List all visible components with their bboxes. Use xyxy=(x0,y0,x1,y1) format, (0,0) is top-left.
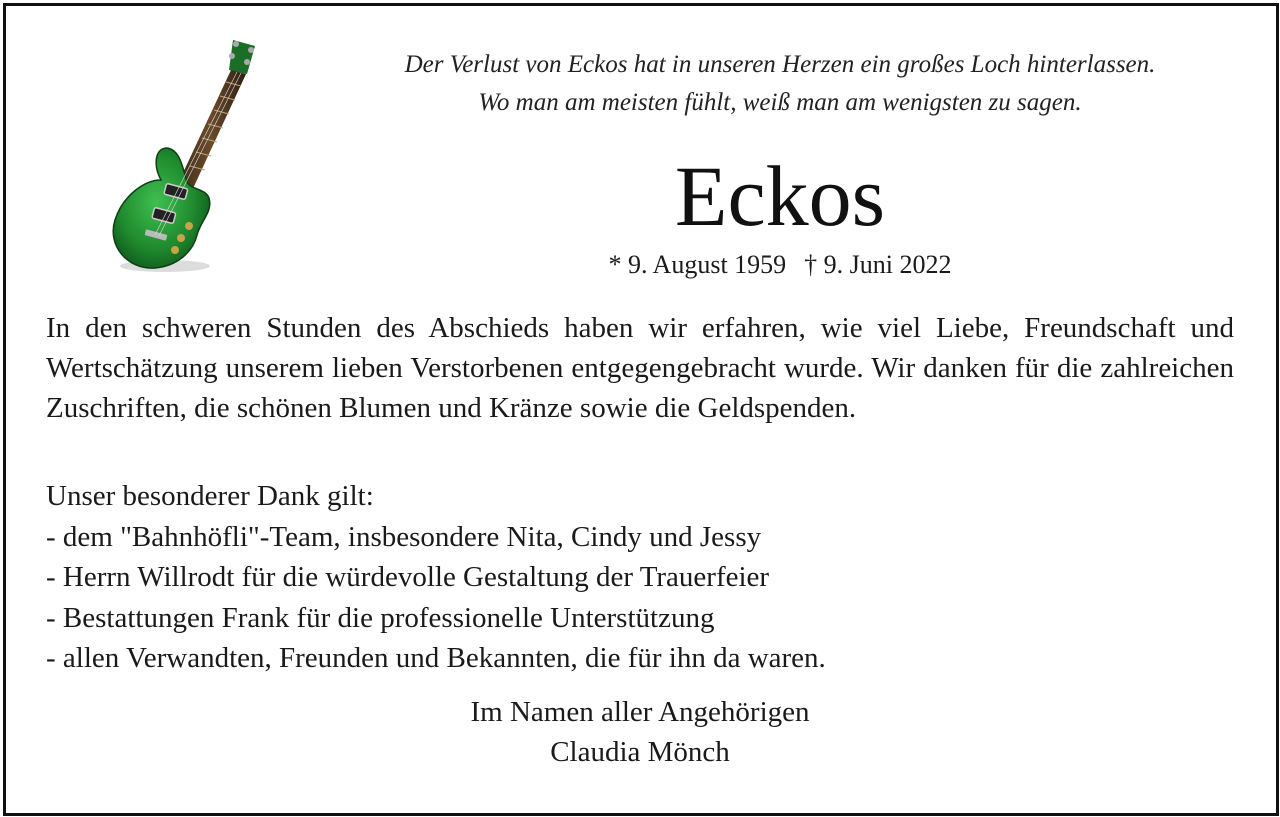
special-thanks xyxy=(46,476,1234,679)
quote-line-1: Der Verlust von Eckos hat in unseren Herzen ein großes Loch hinterlassen. xyxy=(404,51,1156,78)
guitar-image xyxy=(95,30,285,280)
signature-name: Claudia Mönch xyxy=(550,736,730,768)
list-item: - allen Verwandten, Freunden und Bekannten, die für ihn da waren. xyxy=(46,642,826,674)
electric-guitar-icon xyxy=(95,30,285,280)
death-date: † 9. Juni 2022 xyxy=(804,250,952,279)
list-item: - dem "Bahnhöfli"-Team, insbesondere Nita, Cindy und Jessy xyxy=(46,520,762,553)
thank-you-message: In den schweren Stunden des Abschieds haben wir erfahren, wie viel Liebe, Freundschaft und Wertschätzung unserem lieben Verstorbenen entgegengebracht wurde. Wir danken für die zahlreichen Zuschriften, die schönen Blumen und Kränze sowie die Geldspenden. xyxy=(46,312,1234,424)
life-dates xyxy=(560,248,1000,282)
memorial-quote xyxy=(300,46,1260,122)
list-item: - Herrn Willrodt für die würdevolle Gestaltung der Trauerfeier xyxy=(46,561,770,593)
special-thanks-heading: Unser besonderer Dank gilt: xyxy=(46,480,374,512)
signature-line-1: Im Namen aller Angehörigen xyxy=(470,696,810,728)
birth-date: * 9. August 1959 xyxy=(608,250,787,279)
deceased-name: Eckos xyxy=(674,148,886,244)
signature-block xyxy=(340,692,940,772)
quote-line-2: Wo man am meisten fühlt, weiß man am wenigsten zu sagen. xyxy=(478,89,1082,116)
list-item: - Bestattungen Frank für die professionelle Unterstützung xyxy=(46,601,715,634)
